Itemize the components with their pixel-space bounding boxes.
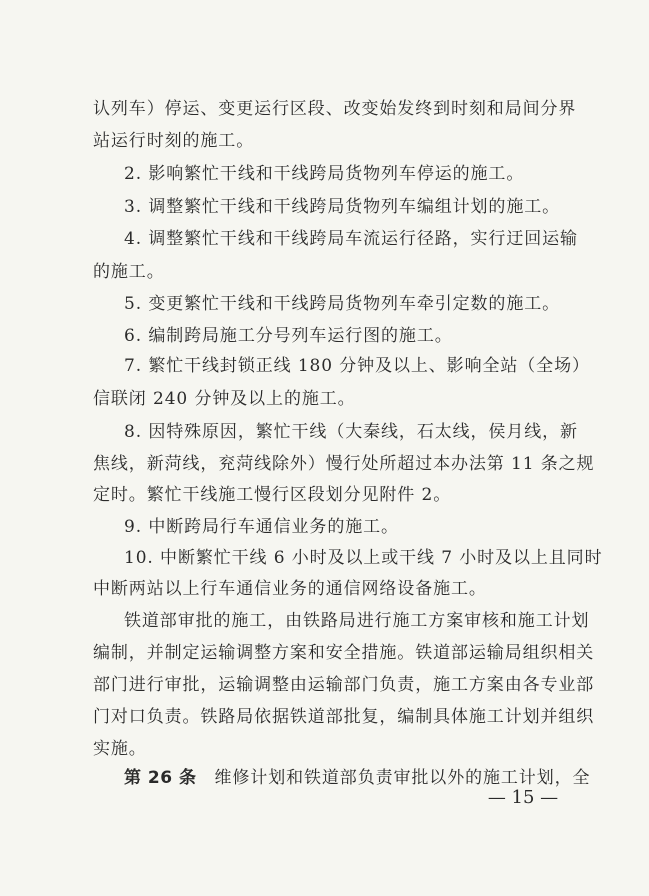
list-item-9: 9. 中断跨局行车通信业务的施工。 bbox=[124, 517, 399, 537]
article-label: 第 26 条 bbox=[124, 768, 197, 788]
paragraph-line: 铁道部审批的施工，由铁路局进行施工方案审核和施工计划 bbox=[124, 611, 590, 631]
list-item-4: 4. 调整繁忙干线和干线跨局车流运行径路，实行迂回运输 bbox=[124, 229, 578, 249]
text-line: 定时。繁忙干线施工慢行区段划分见附件 2。 bbox=[93, 485, 452, 505]
list-item-3: 3. 调整繁忙干线和干线跨局货物列车编组计划的施工。 bbox=[124, 197, 561, 217]
list-item-6: 6. 编制跨局施工分号列车运行图的施工。 bbox=[124, 326, 453, 346]
paragraph-line: 部门进行审批，运输调整由运输部门负责，施工方案由各专业部 bbox=[93, 675, 595, 695]
list-item-10: 10. 中断繁忙干线 6 小时及以上或干线 7 小时及以上且同时 bbox=[124, 548, 603, 568]
list-item-7: 7. 繁忙干线封锁正线 180 分钟及以上、影响全站（全场） bbox=[124, 356, 590, 376]
article-text: 维修计划和铁道部负责审批以外的施工计划，全 bbox=[214, 768, 591, 788]
text-line: 站运行时刻的施工。 bbox=[93, 131, 255, 151]
paragraph-line: 门对口负责。铁路局依据铁道部批复，编制具体施工计划并组织 bbox=[93, 707, 595, 727]
paragraph-line: 实施。 bbox=[93, 739, 147, 759]
list-item-5: 5. 变更繁忙干线和干线跨局货物列车牵引定数的施工。 bbox=[124, 294, 561, 314]
list-item-8: 8. 因特殊原因，繁忙干线（大秦线，石太线，侯月线，新 bbox=[124, 422, 578, 442]
page-number: — 15 — bbox=[487, 787, 559, 808]
text-line: 焦线，新菏线，兖菏线除外）慢行处所超过本办法第 11 条之规 bbox=[93, 454, 595, 474]
text-line: 信联闭 240 分钟及以上的施工。 bbox=[93, 389, 356, 409]
article-26-line bbox=[124, 767, 591, 789]
paragraph-line: 编制，并制定运输调整方案和安全措施。铁道部运输局组织相关 bbox=[93, 643, 595, 663]
list-item-2: 2. 影响繁忙干线和干线跨局货物列车停运的施工。 bbox=[124, 164, 525, 184]
text-line: 的施工。 bbox=[93, 262, 165, 282]
text-line: 中断两站以上行车通信业务的通信网络设备施工。 bbox=[93, 579, 487, 599]
text-line: 认列车）停运、变更运行区段、改变始发终到时刻和局间分界 bbox=[93, 99, 577, 119]
